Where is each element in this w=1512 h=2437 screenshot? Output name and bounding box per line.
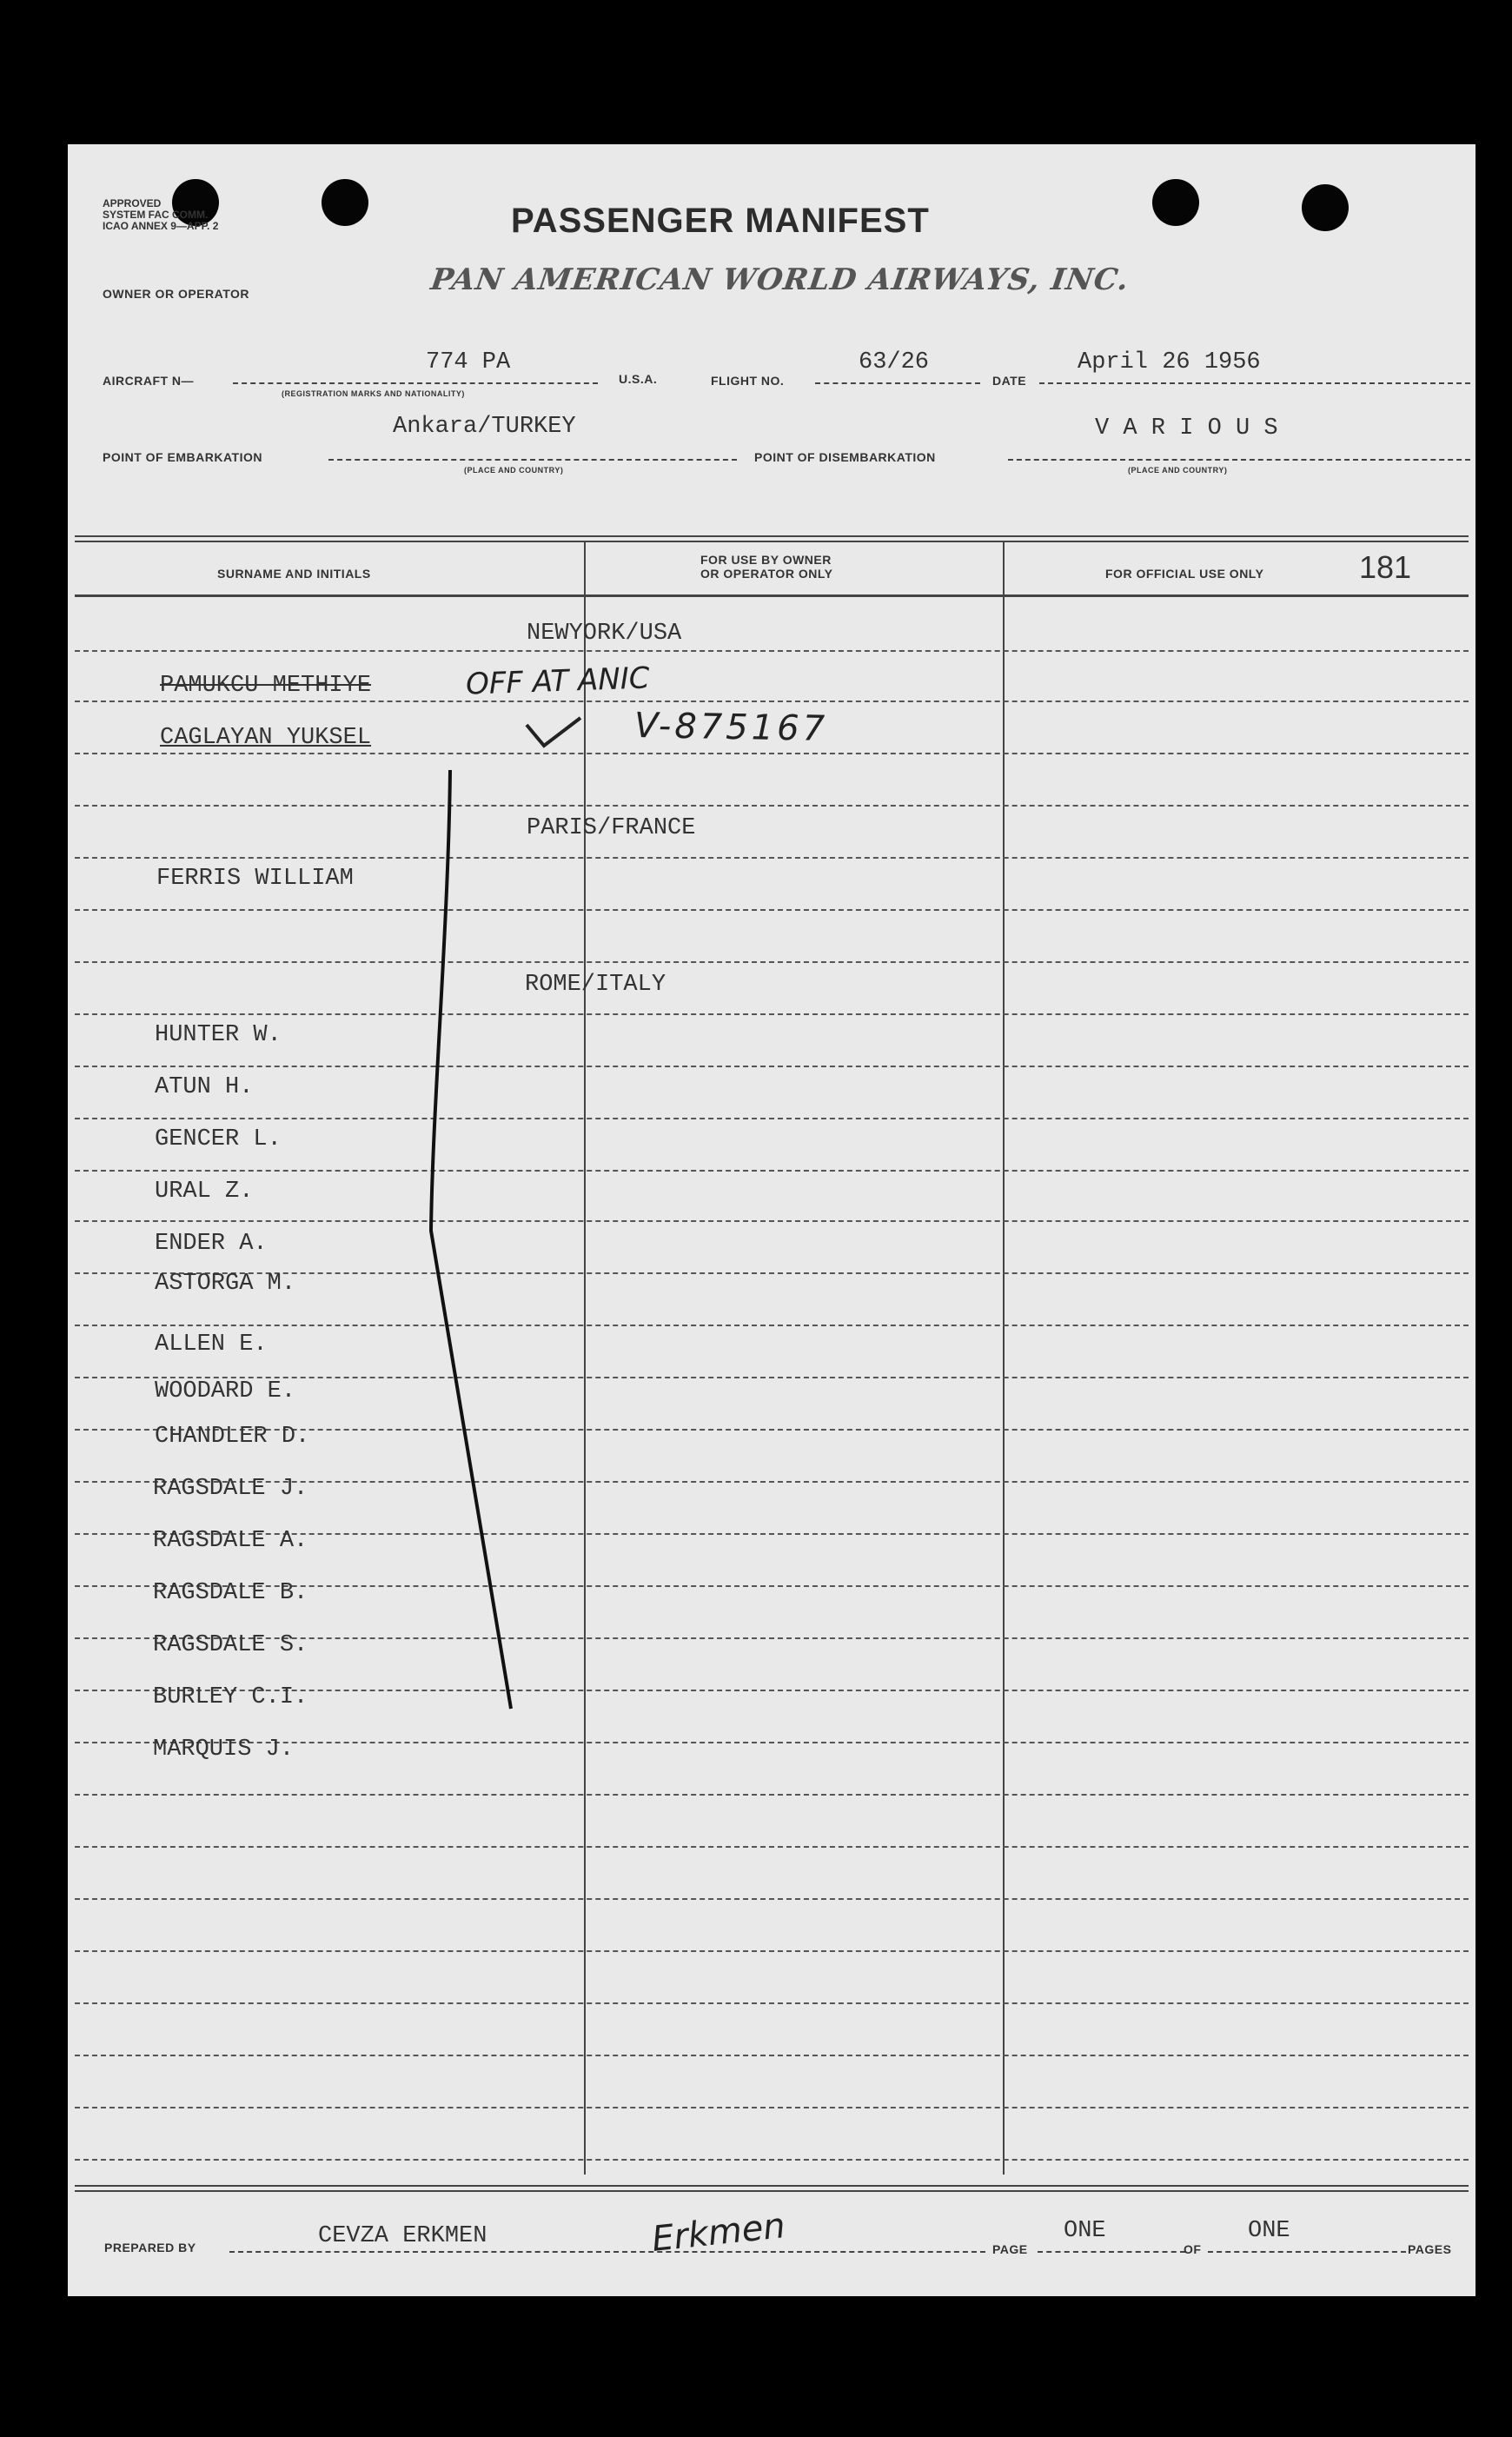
- nationality: U.S.A.: [619, 372, 658, 386]
- approval-line: APPROVED: [103, 197, 162, 209]
- embarkation-label: POINT OF EMBARKATION: [103, 450, 262, 464]
- official-number: 181: [1359, 549, 1412, 585]
- passenger-row: ASTORGA M.: [155, 1271, 296, 1297]
- prepared-label: PREPARED BY: [104, 2241, 196, 2254]
- passenger-row: GENCER L.: [155, 1126, 282, 1152]
- date-value: April 26 1956: [1078, 349, 1261, 375]
- passenger-row: CAGLAYAN YUKSEL: [160, 725, 372, 751]
- signature: Erkmen: [650, 2206, 787, 2260]
- passenger-row: HUNTER W.: [155, 1022, 282, 1048]
- flight-value: 63/26: [859, 349, 930, 375]
- disembarkation-label: POINT OF DISEMBARKATION: [754, 450, 936, 464]
- date-label: DATE: [992, 374, 1027, 388]
- of-label: OF: [1184, 2242, 1202, 2256]
- passenger-row: URAL Z.: [155, 1179, 254, 1205]
- embarkation-sublabel: (PLACE AND COUNTRY): [464, 466, 564, 475]
- passenger-row: BURLEY C.I.: [153, 1684, 308, 1710]
- passenger-row: MARQUIS J.: [153, 1736, 295, 1763]
- passenger-row: RAGSDALE B.: [153, 1580, 308, 1606]
- carrier-name: PAN AMERICAN WORLD AIRWAYS, INC.: [428, 262, 1131, 297]
- passenger-row: RAGSDALE A.: [153, 1528, 308, 1554]
- destination-paris: PARIS/FRANCE: [527, 815, 696, 841]
- off-at-annotation: OFF AT ANIC: [465, 661, 651, 702]
- page-label: PAGE: [992, 2242, 1028, 2256]
- disembarkation-sublabel: (PLACE AND COUNTRY): [1128, 466, 1228, 475]
- embarkation-value: Ankara/TURKEY: [393, 414, 576, 440]
- bracket-line: [431, 770, 511, 1709]
- passenger-row: ENDER A.: [155, 1231, 268, 1257]
- page-value: ONE: [1064, 2218, 1106, 2244]
- punch-hole: [322, 179, 368, 226]
- of-value: ONE: [1248, 2218, 1290, 2244]
- prepared-value: CEVZA ERKMEN: [318, 2223, 487, 2249]
- destination-rome: ROME/ITALY: [525, 972, 666, 998]
- destination-newyork: NEWYORK/USA: [527, 621, 682, 647]
- col-owner-2: OR OPERATOR ONLY: [700, 567, 833, 581]
- visa-annotation: V-875167: [633, 706, 829, 749]
- col-owner-1: FOR USE BY OWNER: [700, 553, 832, 567]
- approval-line: ICAO ANNEX 9—APP. 2: [103, 220, 219, 232]
- disembarkation-value: V A R I O U S: [1095, 415, 1278, 442]
- punch-hole: [1302, 184, 1349, 231]
- passenger-row: ALLEN E.: [155, 1331, 268, 1358]
- punch-hole: [1152, 179, 1199, 226]
- approval-note: [103, 198, 218, 232]
- pages-label: PAGES: [1408, 2242, 1452, 2256]
- col-surname: SURNAME AND INITIALS: [217, 567, 371, 581]
- approval-line: SYSTEM FAC COMM.: [103, 209, 209, 221]
- owner-label: OWNER OR OPERATOR: [103, 287, 249, 301]
- aircraft-sublabel: (REGISTRATION MARKS AND NATIONALITY): [282, 389, 465, 398]
- manifest-sheet: [68, 144, 1476, 2296]
- flight-label: FLIGHT NO.: [711, 374, 785, 388]
- passenger-row: WOODARD E.: [155, 1378, 296, 1404]
- passenger-row: CHANDLER D.: [155, 1424, 310, 1450]
- aircraft-value: 774 PA: [426, 349, 511, 375]
- check-mark-icon: [527, 718, 580, 746]
- manifest-title: PASSENGER MANIFEST: [511, 202, 930, 240]
- aircraft-label: AIRCRAFT N—: [103, 374, 195, 388]
- passenger-row: ATUN H.: [155, 1074, 254, 1100]
- col-official: FOR OFFICIAL USE ONLY: [1105, 567, 1264, 581]
- passenger-row: RAGSDALE S.: [153, 1632, 308, 1658]
- passenger-row: PAMUKCU METHIYE: [160, 673, 372, 699]
- passenger-row: RAGSDALE J.: [153, 1476, 308, 1502]
- passenger-row: FERRIS WILLIAM: [156, 866, 354, 892]
